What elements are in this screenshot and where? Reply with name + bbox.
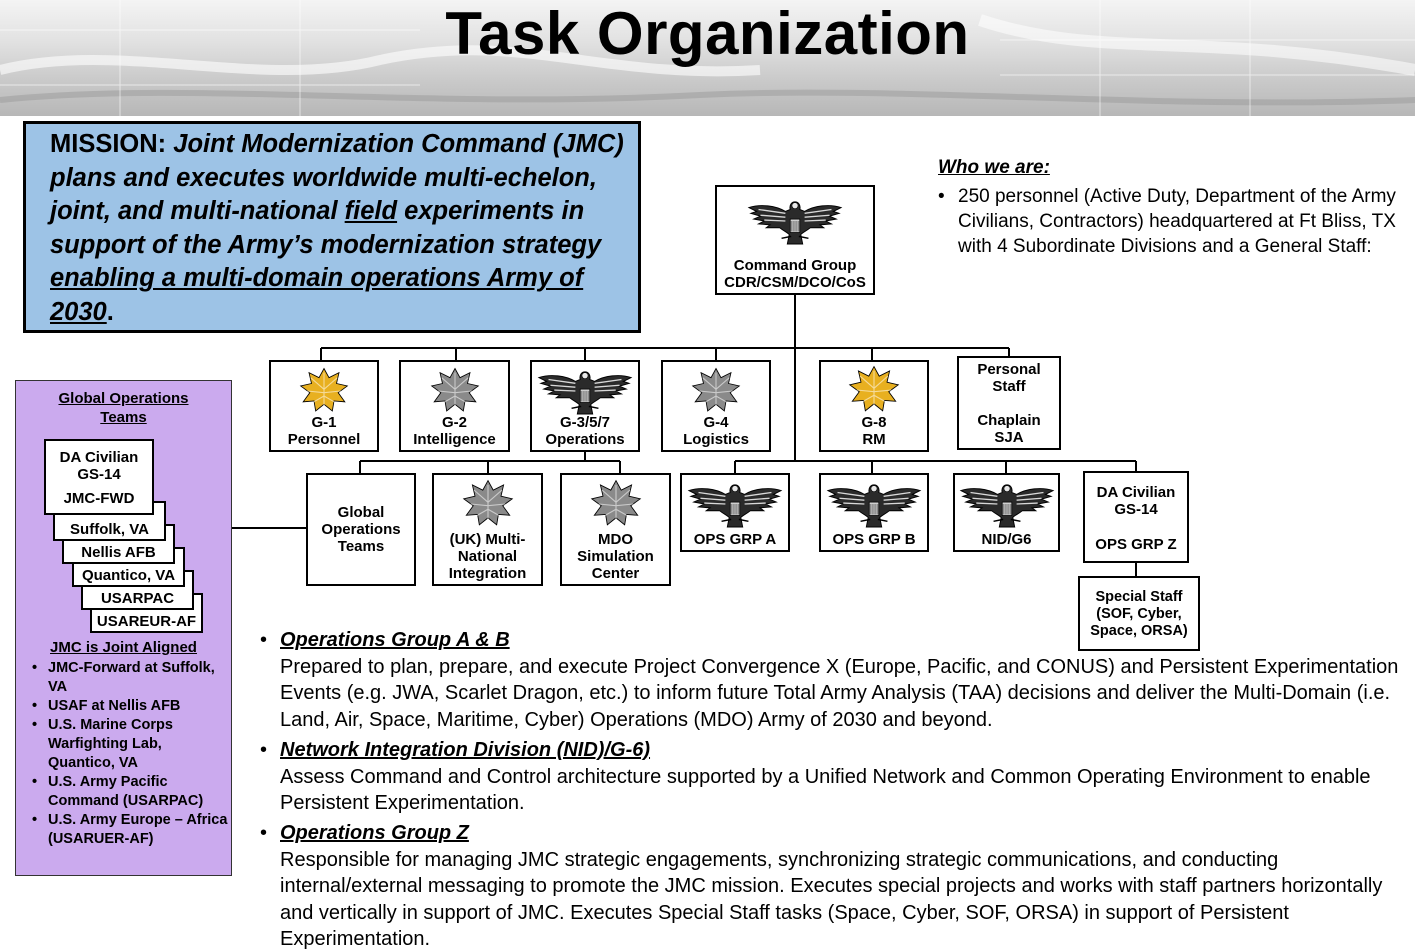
eagle-insignia-icon [959,478,1055,530]
jmc-fwd-line1: DA Civilian [59,449,139,466]
go-heading-line1: Global Operations [58,390,189,407]
special-staff-line3: Space, ORSA) [1090,623,1188,639]
g2-subtitle: Intelligence [413,431,496,448]
list-item: • U.S. Army Pacific Command (USARPAC) [30,773,230,811]
personal-staff-line2: Staff [992,378,1026,395]
command-group-box [715,185,875,295]
jmc-fwd-card [44,439,154,515]
ops-grp-z-box [1083,471,1189,563]
g2-title: G-2 [441,414,467,431]
mission-text-end: . [106,297,114,326]
stack-label-usareur: USAREUR-AF [96,613,197,630]
ops-grp-b-box [819,473,929,552]
got-line1: Global [337,504,385,521]
ops-grp-z-label: OPS GRP Z [1095,536,1177,553]
eagle-insignia-icon [747,195,843,247]
stack-label-nellis: Nellis AFB [81,544,156,561]
g4-box [661,360,771,452]
silver-oak-leaf-icon [430,366,480,416]
g1-title: G-1 [311,414,337,431]
section-body: Assess Command and Control architecture supported by a Unified Network and Common Operating Environment to enable Persistent Experimentation. [280,765,1371,814]
section-heading: • Operations Group Z [280,822,469,844]
list-item: • USAF at Nellis AFB [30,697,230,716]
g4-title: G-4 [703,414,729,431]
nid-g6-label: NID/G6 [981,531,1032,548]
section-body: Prepared to plan, prepare, and execute Project Convergence X (Europe, Pacific, and CONUS) and Persistent Experimentation Events (e.g. JWA, Scarlet Dragon, etc.) to inform future Total Army Analysis (TAA) decisions and deliver the Multi-Domain (i.e. Land, Air, Space, Maritime, Cyber) Operations (MDO) Army of 2030 and beyond. [280,655,1399,731]
ops-grp-z-line2: GS-14 [1114,501,1158,518]
mdo-line3: Center [591,565,640,582]
section-nid-g6 [260,737,1400,817]
command-group-roles: CDR/CSM/DCO/CoS [724,274,866,291]
g4-subtitle: Logistics [683,431,749,448]
gold-oak-leaf-icon [848,364,900,416]
silver-oak-leaf-icon [691,366,741,416]
special-staff-line2: (SOF, Cyber, [1096,606,1182,622]
g8-subtitle: RM [862,431,886,448]
uk-integration-box [432,473,543,586]
nid-g6-box [953,473,1060,552]
personal-staff-chaplain: Chaplain [977,412,1041,429]
list-item: • U.S. Marine Corps Warfighting Lab, Quantico, VA [30,716,230,773]
stack-label-usarpac: USARPAC [100,590,175,607]
section-ops-group-z [260,820,1400,949]
g2-box [399,360,510,452]
mdo-line2: Simulation [577,548,654,565]
eagle-insignia-icon [687,478,783,530]
jmc-fwd-line2: GS-14 [77,466,121,483]
stack-label-quantico: Quantico, VA [81,567,176,584]
section-heading: • Network Integration Division (NID)/G-6) [280,739,650,761]
personal-staff-sja: SJA [994,429,1024,446]
ops-grp-b-label: OPS GRP B [832,531,916,548]
stack-label-suffolk: Suffolk, VA [70,521,149,538]
uk-line1: (UK) Multi- [449,531,526,548]
ops-grp-a-label: OPS GRP A [693,531,777,548]
global-operations-panel [15,380,232,876]
g357-subtitle: Operations [545,431,625,448]
joint-aligned-heading: JMC is Joint Aligned [50,639,197,656]
personal-staff-line1: Personal [977,361,1041,378]
g357-box [530,360,640,452]
mission-label: MISSION: [50,130,167,158]
g1-box [269,360,379,452]
joint-aligned-list [30,659,230,849]
section-heading: • Operations Group A & B [280,629,510,651]
mission-text-enabling: enabling a multi-domain operations Army of 2030 [50,264,584,326]
uk-line3: Integration [448,565,527,582]
silver-oak-leaf-icon [462,478,514,530]
g8-box [819,360,929,452]
mdo-line1: MDO [598,531,633,548]
eagle-insignia-icon [537,366,633,416]
global-operations-teams-box [306,473,416,586]
g357-title: G-3/5/7 [559,414,611,431]
who-heading: Who we are: [938,157,1050,178]
mission-text-field: field [344,197,398,226]
section-body: Responsible for managing JMC strategic engagements, synchronizing strategic communications, and conducting internal/external messaging to promote the JMC mission. Executes special projects and works with staff partners horizontally and vertically in support of JMC. Executes Special Staff tasks (Space, Cyber, SOF, ORSA) in support of Persistent Experimentation. [280,848,1383,949]
g1-subtitle: Personnel [287,431,361,448]
command-group-name: Command Group [733,257,857,274]
personal-staff-box [957,356,1061,450]
go-heading-line2: Teams [100,409,147,426]
page-title: Task Organization [445,0,970,67]
ops-grp-a-box [680,473,790,552]
special-staff-line1: Special Staff [1095,589,1183,605]
mission-text-b: experiments in support of the Army’s modernization strategy [50,197,602,259]
who-bullet: • 250 personnel (Active Duty, Department of the Army Civilians, Contractors) headquartered at Ft Bliss, TX with 4 Subordinate Divisions and a General Staff: [938,184,1408,259]
mdo-simulation-box [560,473,671,586]
uk-line2: National [457,548,518,565]
list-item: • U.S. Army Europe – Africa (USARUER-AF) [30,811,230,849]
got-line2: Operations [321,521,401,538]
got-line3: Teams [337,538,385,555]
eagle-insignia-icon [826,478,922,530]
jmc-fwd-line3: JMC-FWD [63,490,135,507]
g8-title: G-8 [861,414,887,431]
ops-grp-z-line1: DA Civilian [1096,484,1176,501]
gold-oak-leaf-icon [299,366,349,416]
list-item: • JMC-Forward at Suffolk, VA [30,659,230,697]
mission-text-a: Joint Modernization Command (JMC) plans and executes worldwide multi-echelon, joint, and multi-national [50,130,624,226]
section-ops-group-ab [260,627,1400,733]
silver-oak-leaf-icon [590,478,642,530]
